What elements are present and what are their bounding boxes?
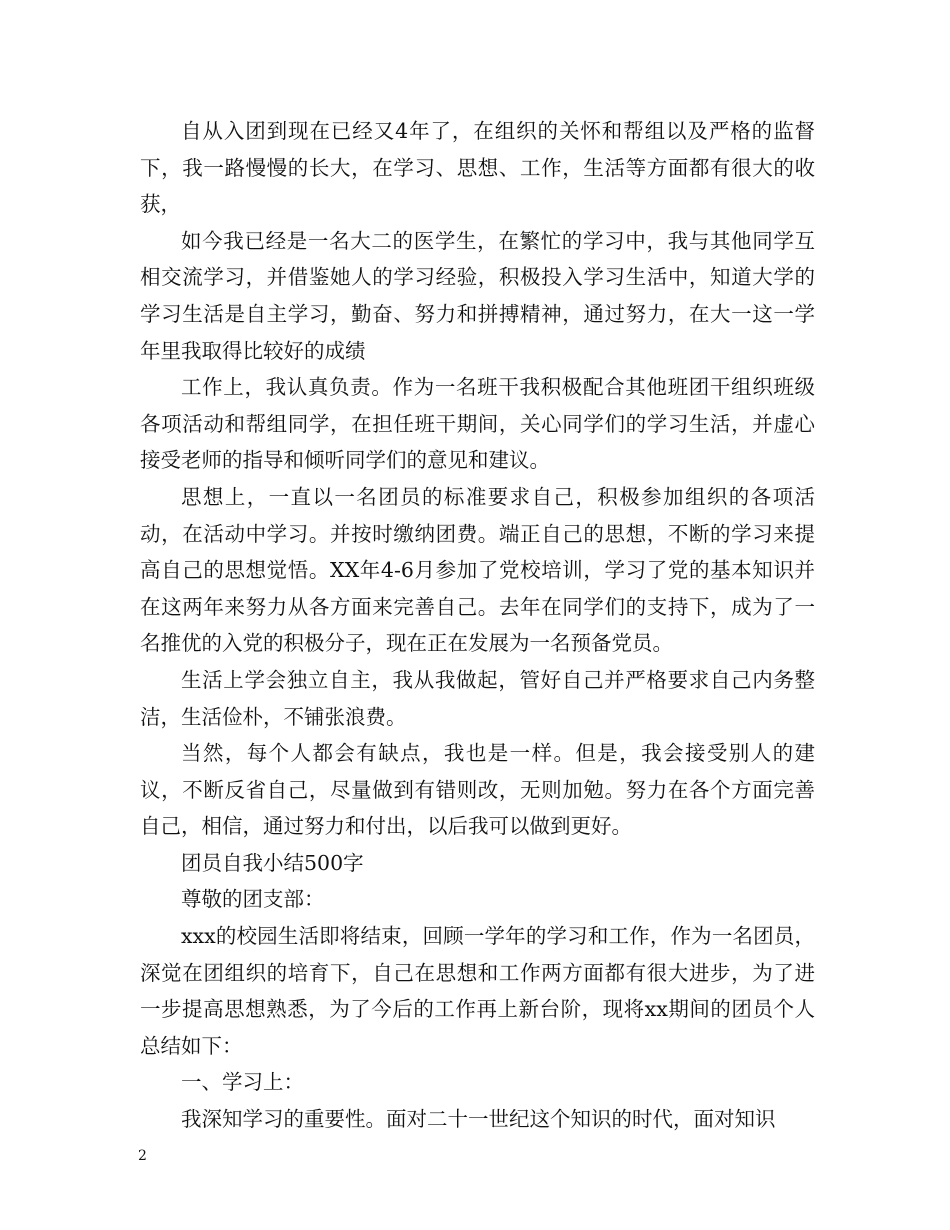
page-number: 2 bbox=[138, 1148, 147, 1164]
paragraph-study-importance: 我深知学习的重要性。面对二十一世纪这个知识的时代，面对知识 bbox=[181, 1107, 776, 1132]
paragraph-intro: 自从入团到现在已经又4年了，在组织的关怀和帮组以及严格的监督下，我一路慢慢的长大，在学习、思想、工作，生活等方面都有很大的收获， bbox=[140, 119, 815, 217]
paragraph-work: 工作上，我认真负责。作为一名班干我积极配合其他班团干组织班级各项活动和帮组同学，在担任班干期间，关心同学们的学习生活，并虚心接受老师的指导和倾听同学们的意见和建议。 bbox=[140, 375, 815, 473]
paragraph-thought: 思想上，一直以一名团员的标准要求自己，积极参加组织的各项活动，在活动中学习。并按时缴纳团费。端正自己的思想，不断的学习来提高自己的思想觉悟。XX年4-6月参加了党校培训，学习了党的基本知识并在这两年来努力从各方面来完善自己。去年在同学们的支持下，成为了一名推优的入党的积极分子，现在正在发展为一名预备党员。 bbox=[140, 484, 815, 656]
salutation: 尊敬的团支部： bbox=[181, 887, 325, 912]
document-body bbox=[140, 113, 815, 1138]
section-title: 团员自我小结500字 bbox=[181, 850, 364, 875]
heading-study: 一、学习上： bbox=[181, 1070, 304, 1095]
paragraph-study: 如今我已经是一名大二的医学生，在繁忙的学习中，我与其他同学互相交流学习，并借鉴她人的学习经验，积极投入学习生活中，知道大学的学习生活是自主学习，勤奋、努力和拼搏精神，通过努力，在大一这一学年里我取得比较好的成绩 bbox=[140, 228, 815, 363]
paragraph-summary-intro: xxx的校园生活即将结束，回顾一学年的学习和工作，作为一名团员，深觉在团组织的培育下，自己在思想和工作两方面都有很大进步，为了进一步提高思想熟悉，为了今后的工作再上新台阶，现将xx期间的团员个人总结如下： bbox=[140, 924, 815, 1058]
paragraph-life: 生活上学会独立自主，我从我做起，管好自己并严格要求自己内务整洁，生活俭朴，不铺张浪费。 bbox=[140, 667, 815, 729]
paragraph-shortcomings: 当然，每个人都会有缺点，我也是一样。但是，我会接受别人的建议，不断反省自己，尽量做到有错则改，无则加勉。努力在各个方面完善自己，相信，通过努力和付出，以后我可以做到更好。 bbox=[140, 741, 815, 839]
